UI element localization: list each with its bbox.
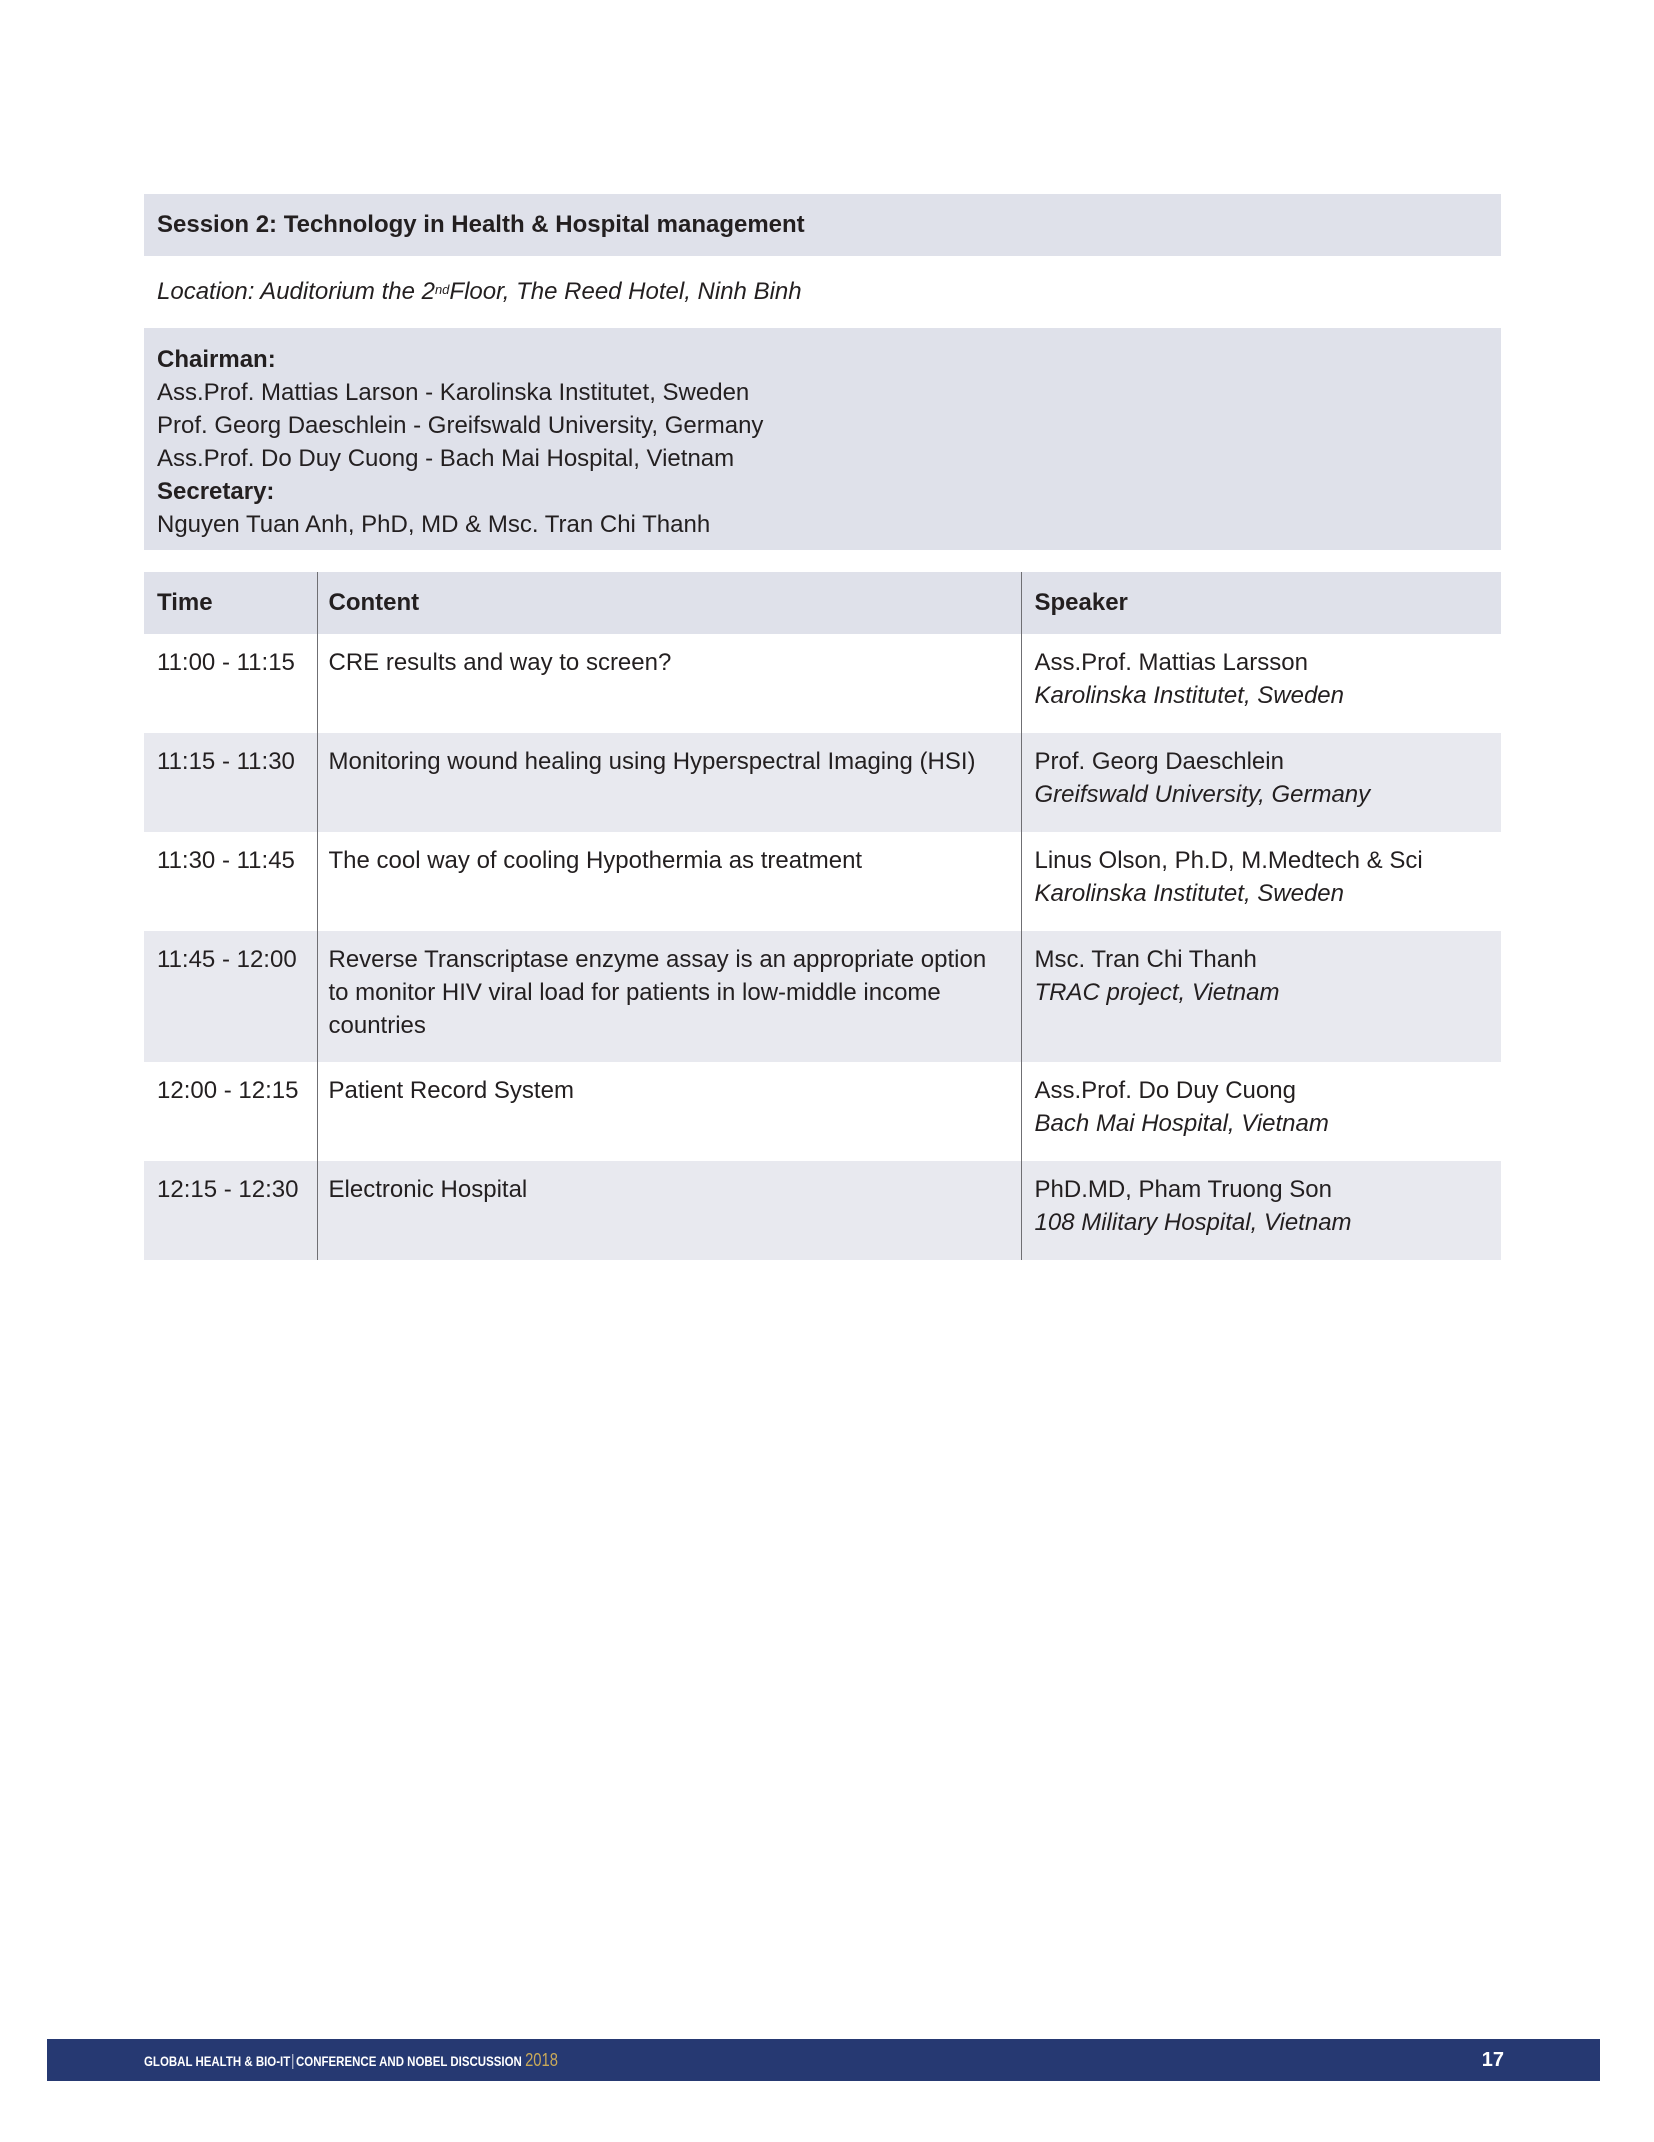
footer-year: 2018: [525, 2049, 558, 2070]
agenda-page: [144, 194, 1501, 1260]
row-speaker-cell: [1021, 634, 1501, 733]
table-row: [144, 1062, 1501, 1161]
row-content: Monitoring wound healing using Hyperspectral Imaging (HSI): [317, 733, 1021, 832]
speaker-name: Prof. Georg Daeschlein: [1034, 748, 1284, 775]
page-footer: [47, 2039, 1600, 2081]
row-speaker-cell: [1021, 733, 1501, 832]
row-speaker-cell: [1021, 931, 1501, 1062]
chair-box: [144, 328, 1501, 550]
row-content: Reverse Transcriptase enzyme assay is an appropriate option to monitor HIV viral load for patients in low-middle income countries: [317, 931, 1021, 1062]
header-speaker: Speaker: [1021, 572, 1501, 634]
row-speaker-cell: [1021, 832, 1501, 931]
row-time: 11:30 - 11:45: [144, 832, 317, 931]
speaker-affiliation: Greifswald University, Germany: [1034, 781, 1371, 808]
location-prefix: Location: Auditorium the 2: [157, 278, 435, 305]
row-time: 12:00 - 12:15: [144, 1062, 317, 1161]
speaker-affiliation: Bach Mai Hospital, Vietnam: [1034, 1110, 1329, 1137]
table-row: [144, 931, 1501, 1062]
speaker-name: Linus Olson, Ph.D, M.Medtech & Sci: [1034, 847, 1423, 874]
speaker-name: PhD.MD, Pham Truong Son: [1034, 1176, 1332, 1203]
speaker-name: Ass.Prof. Mattias Larsson: [1034, 649, 1308, 676]
table-row: [144, 634, 1501, 733]
secretary-label: Secretary:: [157, 478, 275, 505]
location-suffix: Floor, The Reed Hotel, Ninh Binh: [449, 278, 802, 305]
secretary-names: Nguyen Tuan Anh, PhD, MD & Msc. Tran Chi Thanh: [157, 511, 711, 538]
row-content: Patient Record System: [317, 1062, 1021, 1161]
row-content: CRE results and way to screen?: [317, 634, 1021, 733]
table-row: [144, 832, 1501, 931]
row-time: 11:00 - 11:15: [144, 634, 317, 733]
footer-conference-title: [144, 2050, 558, 2071]
header-time: Time: [144, 572, 317, 634]
session-title-bar: [144, 194, 1501, 256]
row-content: Electronic Hospital: [317, 1161, 1021, 1260]
row-time: 11:15 - 11:30: [144, 733, 317, 832]
speaker-name: Ass.Prof. Do Duy Cuong: [1034, 1077, 1296, 1104]
chairman-label: Chairman:: [157, 346, 276, 373]
session-title: Session 2: Technology in Health & Hospital management: [157, 211, 805, 238]
row-time: 12:15 - 12:30: [144, 1161, 317, 1260]
page-number: 17: [1481, 2048, 1504, 2071]
table-header-row: [144, 572, 1501, 634]
row-content: The cool way of cooling Hypothermia as treatment: [317, 832, 1021, 931]
footer-left-text: GLOBAL HEALTH & BIO-IT: [144, 2052, 291, 2069]
footer-separator: [293, 2054, 294, 2069]
schedule-table: [144, 572, 1501, 1260]
row-speaker-cell: [1021, 1062, 1501, 1161]
header-content: Content: [317, 572, 1021, 634]
row-time: 11:45 - 12:00: [144, 931, 317, 1062]
chairman-1: Ass.Prof. Mattias Larson - Karolinska Institutet, Sweden: [157, 379, 750, 406]
speaker-name: Msc. Tran Chi Thanh: [1034, 946, 1257, 973]
row-speaker-cell: [1021, 1161, 1501, 1260]
speaker-affiliation: Karolinska Institutet, Sweden: [1034, 880, 1345, 907]
location-line: Location: Auditorium the 2 $^{nd}$ Floor, The Reed Hotel, Ninh Binh: [157, 278, 802, 305]
footer-middle-text: CONFERENCE AND NOBEL DISCUSSION: [295, 2052, 522, 2069]
speaker-affiliation: 108 Military Hospital, Vietnam: [1034, 1209, 1352, 1236]
speaker-affiliation: TRAC project, Vietnam: [1034, 979, 1280, 1006]
table-row: [144, 1161, 1501, 1260]
chairman-2: Prof. Georg Daeschlein - Greifswald University, Germany: [157, 412, 764, 439]
speaker-affiliation: Karolinska Institutet, Sweden: [1034, 682, 1345, 709]
table-row: [144, 733, 1501, 832]
chairman-3: Ass.Prof. Do Duy Cuong - Bach Mai Hospital, Vietnam: [157, 445, 735, 472]
